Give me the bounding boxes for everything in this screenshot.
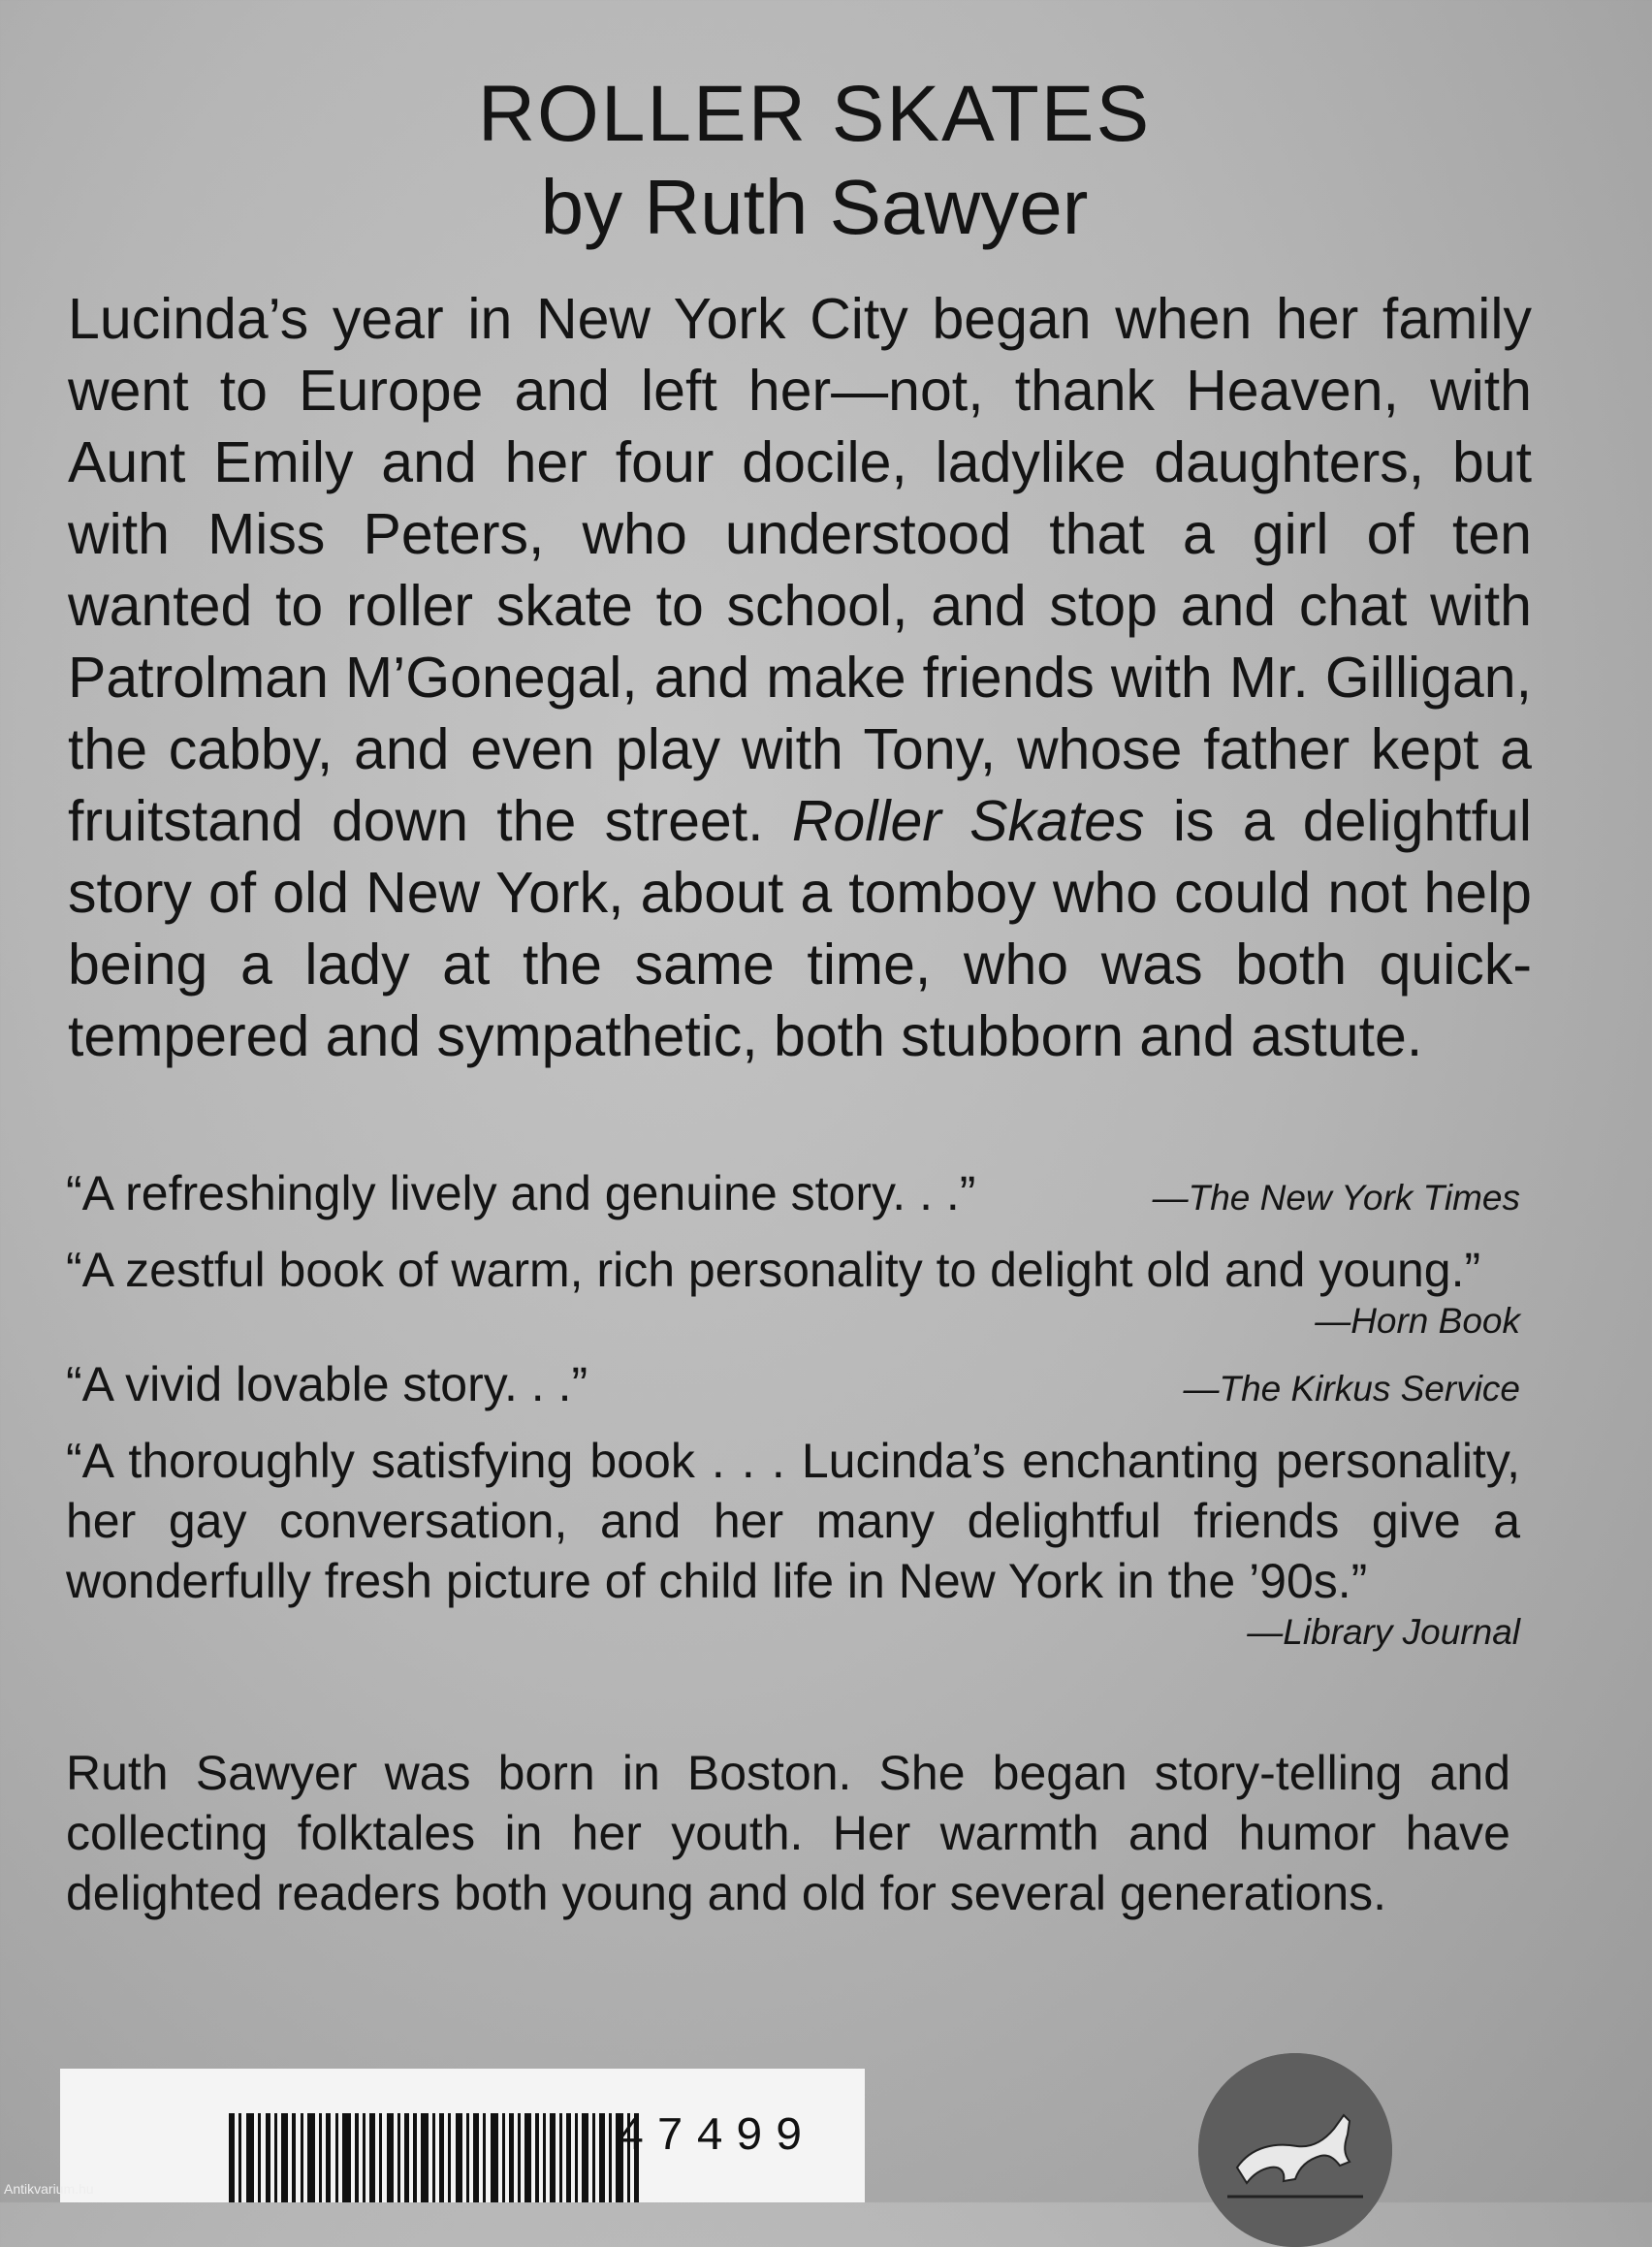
review-quote: “A vivid lovable story. . .” (66, 1357, 588, 1411)
horse-icon (1198, 2053, 1392, 2247)
author-line: by Ruth Sawyer (540, 164, 1089, 250)
blurb-part-2: is a delightful story of old New York, about a tomboy who could not help being a lady at the same time, who was both quick-tempered and sympathetic, both stubborn and astute. (68, 789, 1532, 1068)
review-source: —The New York Times (1152, 1178, 1520, 1218)
review-quote: “A refreshingly lively and genuine story. . .” (66, 1166, 976, 1220)
barcode-icon (165, 2113, 640, 2202)
review-source: —Library Journal (1247, 1612, 1520, 1652)
review-quote: “A thoroughly satisfying book . . . Lucinda’s enchanting personality, her gay conversation, and her many delightful friends give a wonderfully fresh picture of child life in New York in the ’90s.” (66, 1434, 1520, 1608)
review-2 (66, 1240, 1520, 1343)
watermark: Antikvarium.hu (4, 2181, 94, 2197)
publisher-logo (1198, 2053, 1392, 2247)
review-3 (66, 1354, 1520, 1419)
blurb-paragraph (68, 283, 1532, 1072)
reviews-section (66, 1163, 1520, 1665)
blurb-book-title: Roller Skates (791, 789, 1145, 853)
author-bio: Ruth Sawyer was born in Boston. She began story-telling and collecting folktales in her youth. Her warmth and humor have delighted readers both young and old for several generations. (66, 1746, 1510, 1920)
barcode-number: 47499 (617, 2111, 815, 2164)
blurb-part-1: Lucinda’s year in New York City began when her family went to Europe and left her—not, thank Heaven, with Aunt Emily and her four docile, ladylike daughters, but with Miss Peters, who understood that a girl of ten wanted to roller skate to school, and stop and chat with Patrolman M’Gonegal, and make friends with Mr. Gilligan, the cabby, and even play with Tony, whose father kept a fruitstand down the street. (68, 287, 1532, 853)
review-4 (66, 1431, 1520, 1654)
review-source: —The Kirkus Service (1183, 1369, 1520, 1408)
review-source: —Horn Book (1315, 1301, 1520, 1341)
review-quote: “A zestful book of warm, rich personality to delight old and young.” (66, 1243, 1481, 1297)
review-1 (66, 1163, 1520, 1228)
barcode-label (60, 2069, 865, 2202)
book-title: ROLLER SKATES (477, 70, 1152, 158)
